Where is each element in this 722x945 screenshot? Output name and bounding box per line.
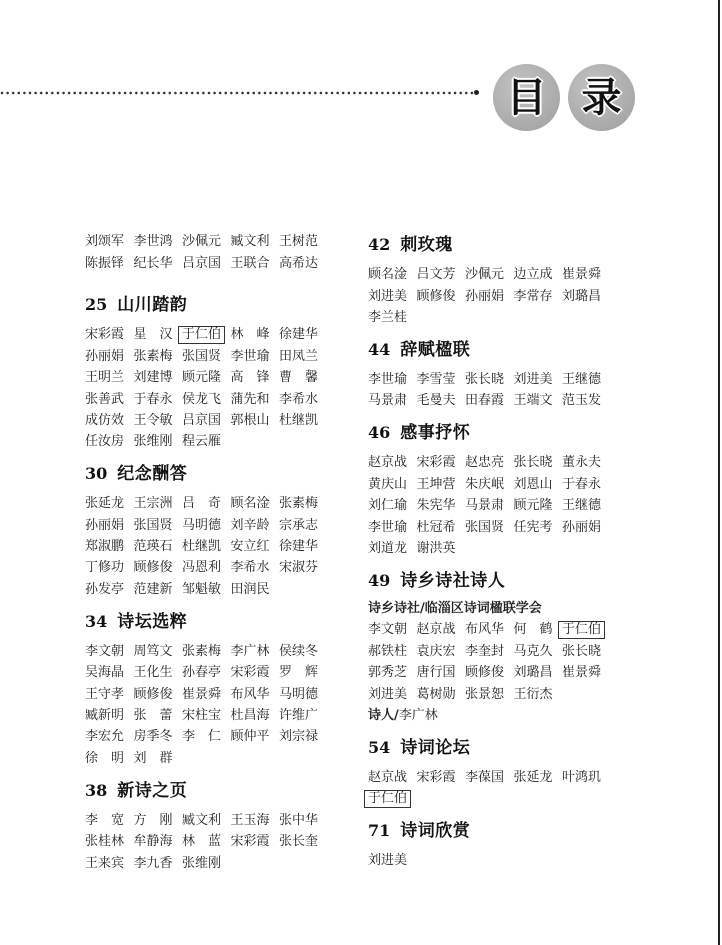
name-row	[368, 598, 618, 619]
contributor-name: 董永夫	[562, 455, 602, 471]
contributor-name: 马克久	[513, 643, 553, 659]
page-edge-line	[718, 0, 720, 945]
contributor-name: 田凤兰	[279, 348, 319, 364]
contributor-name: 孙丽娟	[562, 519, 602, 535]
name-row	[85, 346, 335, 367]
contributor-name: 崔景舜	[182, 686, 222, 702]
contributor-name-boxed: 于仁伯	[182, 324, 221, 345]
name-row	[85, 324, 335, 345]
contributor-name: 张素梅	[182, 643, 222, 659]
contributor-name: 顾修俊	[133, 686, 173, 702]
name-row	[85, 705, 335, 726]
left-column	[85, 231, 335, 874]
contributor-name: 宋彩霞	[85, 327, 125, 343]
section-page-number: 34	[85, 611, 108, 631]
contributor-name: 王明兰	[85, 370, 125, 386]
contributor-name: 臧新明	[85, 708, 125, 724]
contributor-name: 唐行国	[416, 665, 456, 681]
contributor-name: 张长奎	[279, 834, 319, 850]
contributor-name: 朱庆岷	[465, 476, 505, 492]
name-row	[368, 495, 618, 516]
name-row	[85, 831, 335, 852]
section-heading	[368, 234, 618, 256]
contributor-name: 宋彩霞	[230, 834, 270, 850]
contributor-name: 吕 奇	[182, 496, 221, 512]
contributor-name: 吕京国	[182, 412, 222, 428]
contributor-name: 赵京战	[368, 455, 408, 471]
name-row	[85, 231, 335, 252]
name-row	[368, 390, 618, 411]
contributor-name: 张延龙	[513, 769, 553, 785]
contributor-name: 边立成	[513, 267, 553, 283]
contributor-name: 刘璐昌	[513, 665, 553, 681]
contributor-name: 张长晓	[465, 372, 505, 388]
contributor-name: 顾名淦	[368, 267, 408, 283]
contributor-name: 周笃文	[133, 643, 173, 659]
contributor-name: 王令敏	[133, 412, 173, 428]
contributor-name: 顾名淦	[230, 496, 270, 512]
title-circle-lu	[568, 64, 635, 131]
contributor-name: 刘进美	[368, 288, 408, 304]
contributor-name: 王化生	[133, 665, 173, 681]
contributor-name: 张延龙	[85, 496, 125, 512]
section-title: 辞赋楹联	[400, 339, 471, 360]
section-title: 新诗之页	[117, 780, 188, 801]
contributor-name: 李 宽	[85, 812, 124, 828]
section-title: 感事抒怀	[400, 423, 471, 444]
name-row	[85, 579, 335, 600]
contributor-name: 纪长华	[133, 255, 173, 271]
section-heading	[85, 294, 335, 316]
section-heading	[85, 463, 335, 485]
section-page-number: 25	[85, 295, 108, 315]
contributor-name: 王宗洲	[133, 496, 173, 512]
contributor-name: 陈振铎	[85, 255, 125, 271]
contributor-name: 何 鹤	[513, 622, 553, 638]
name-row	[368, 517, 618, 538]
contributor-name: 吴海晶	[85, 665, 125, 681]
contributor-name: 蒲先和	[230, 391, 270, 407]
contributor-name: 赵忠亮	[465, 455, 505, 471]
title-char: 目	[506, 74, 547, 121]
toc-section	[85, 294, 335, 453]
contributor-name: 李广林	[230, 643, 270, 659]
name-row	[85, 493, 335, 514]
contributor-name: 宋淑芬	[279, 560, 319, 576]
contributor-name: 林 峰	[230, 327, 270, 343]
section-page-number: 44	[368, 339, 391, 359]
contributor-name: 李常存	[513, 288, 553, 304]
contributor-name: 李文朝	[85, 643, 125, 659]
contributor-name: 顾仲平	[230, 729, 270, 745]
contributor-name: 范玉发	[562, 393, 602, 409]
contributor-name: 高希达	[279, 255, 319, 271]
contributor-name: 于春永	[562, 476, 602, 492]
contributor-name: 邹魁敏	[182, 581, 222, 597]
section-title: 诗坛选粹	[117, 611, 188, 632]
contributor-name: 沙佩元	[465, 267, 505, 283]
contributor-name: 李九香	[133, 855, 173, 871]
contributor-name: 于春永	[133, 391, 173, 407]
contributor-name: 顾修俊	[416, 288, 456, 304]
contributor-name: 方 刚	[133, 812, 173, 828]
section-heading	[368, 820, 618, 842]
section-title: 刺玫瑰	[400, 235, 453, 255]
contributor-name: 张中华	[279, 812, 319, 828]
contributor-name-boxed: 于仁伯	[368, 788, 407, 809]
name-row	[85, 431, 335, 452]
left-sections	[85, 294, 335, 874]
contributor-name: 崔景舜	[562, 665, 602, 681]
contributor-name: 孙发亭	[85, 581, 125, 597]
toc-section	[368, 422, 618, 559]
contributor-name: 吕京国	[182, 255, 222, 271]
toc-section	[368, 570, 618, 727]
contributor-name: 李世鸿	[133, 234, 173, 250]
name-row	[368, 474, 618, 495]
section-heading	[368, 737, 618, 759]
contributor-name: 张善武	[85, 391, 125, 407]
contributor-name: 刘进美	[368, 853, 408, 869]
contributor-name: 张长晓	[513, 455, 553, 471]
contributor-name: 顾修俊	[465, 665, 505, 681]
contributor-name: 刘璐昌	[562, 288, 602, 304]
name-row	[85, 662, 335, 683]
contributor-name: 郝铁柱	[368, 643, 408, 659]
section-title: 纪念酬答	[117, 464, 188, 485]
contributor-name: 张国贤	[465, 519, 505, 535]
name-row	[368, 684, 618, 705]
contributor-name: 范建新	[133, 581, 173, 597]
contributor-name: 李世瑜	[368, 372, 408, 388]
contributor-name: 曹 馨	[279, 370, 318, 386]
dotted-rule	[0, 91, 474, 95]
section-page-number: 49	[368, 570, 391, 590]
contributor-name: 叶鸿玑	[562, 769, 602, 785]
subsection-label: 诗人/	[368, 707, 399, 723]
name-row	[368, 850, 618, 871]
toc-section	[368, 234, 618, 328]
contributor-name: 星 汉	[133, 327, 173, 343]
contributor-name: 丁修功	[85, 560, 125, 576]
section-title: 山川踏韵	[117, 295, 188, 316]
contributor-name: 杜继凯	[182, 539, 222, 555]
toc-section	[368, 339, 618, 412]
contributor-name: 孙丽娟	[85, 517, 125, 533]
toc-section	[85, 463, 335, 600]
contributor-name: 刘进美	[513, 372, 553, 388]
contributor-name: 王来宾	[85, 855, 125, 871]
name-row	[85, 515, 335, 536]
contributor-name: 侯续冬	[279, 643, 319, 659]
section-title: 诗词欣赏	[400, 821, 471, 841]
contributor-name: 范瑛石	[133, 539, 173, 555]
section-page-number: 54	[368, 737, 391, 757]
contributor-name-boxed: 于仁伯	[562, 619, 601, 640]
contributor-name: 许维广	[279, 708, 319, 724]
contributor-name: 徐建华	[279, 327, 319, 343]
name-row	[368, 538, 618, 559]
contributor-name: 张景恕	[465, 686, 505, 702]
contributor-name: 顾修俊	[133, 560, 173, 576]
contributor-name: 葛树勋	[416, 686, 456, 702]
contributor-name: 马景肃	[368, 393, 408, 409]
contributor-name: 任宪考	[513, 519, 553, 535]
contributor-name: 王继德	[562, 498, 602, 514]
contributor-name: 张国贤	[133, 517, 173, 533]
contributor-name: 程云雁	[182, 434, 222, 450]
contributor-name: 王坤营	[416, 476, 456, 492]
contributor-name: 李世瑜	[368, 519, 408, 535]
title-circle-mu	[493, 64, 560, 131]
toc-section	[85, 780, 335, 874]
contributor-name: 李广林	[398, 707, 438, 723]
name-row	[368, 286, 618, 307]
name-row	[368, 452, 618, 473]
toc-section	[368, 820, 618, 872]
name-row	[85, 410, 335, 431]
name-row	[85, 367, 335, 388]
contributor-name: 布风华	[230, 686, 270, 702]
contributor-name: 林 蓝	[182, 834, 221, 850]
contributor-name: 王端文	[513, 393, 553, 409]
contributor-name: 王树范	[279, 234, 319, 250]
contributor-name: 刘宗禄	[279, 729, 319, 745]
contributor-name: 刘建博	[133, 370, 173, 386]
section-heading	[85, 611, 335, 633]
contributor-name: 王继德	[562, 372, 602, 388]
contributor-name: 杜昌海	[230, 708, 270, 724]
name-row	[85, 389, 335, 410]
section-heading	[368, 570, 618, 592]
contributor-name: 顾元隆	[182, 370, 222, 386]
contributor-name: 赵京战	[416, 622, 456, 638]
contributor-name: 李葆国	[465, 769, 505, 785]
name-row	[85, 726, 335, 747]
contributor-name: 宗承志	[279, 517, 319, 533]
name-row	[368, 641, 618, 662]
contributor-name: 李兰桂	[368, 310, 408, 326]
contributor-name: 王玉海	[230, 812, 270, 828]
continued-name-list	[85, 231, 335, 274]
contributor-name: 赵京战	[368, 769, 408, 785]
contributor-name: 顾元隆	[513, 498, 553, 514]
section-title: 诗词论坛	[400, 737, 471, 758]
right-sections	[368, 234, 618, 872]
contributor-name: 刘进美	[368, 686, 408, 702]
name-row	[368, 788, 618, 809]
contributor-name: 田润民	[230, 581, 270, 597]
contributor-name: 刘道龙	[368, 541, 408, 556]
contributor-name: 吕文芳	[416, 267, 456, 283]
contributor-name: 王衍杰	[513, 686, 553, 702]
contributor-name: 孙春亭	[182, 665, 222, 681]
contributor-name: 张素梅	[133, 348, 173, 364]
contributor-name: 臧文利	[230, 234, 270, 250]
contributor-name: 刘颂军	[85, 234, 125, 250]
contributor-name: 袁庆宏	[416, 643, 456, 659]
name-row	[368, 662, 618, 683]
name-row	[85, 557, 335, 578]
toc-section	[85, 611, 335, 770]
contributor-name: 臧文利	[182, 812, 222, 828]
contributor-name: 张桂林	[85, 834, 125, 850]
contributor-name: 牟静海	[133, 834, 173, 850]
contributor-name: 刘仁瑜	[368, 498, 408, 514]
section-heading	[368, 339, 618, 361]
contributor-name: 房季冬	[133, 729, 173, 745]
contributor-name: 孙丽娟	[85, 348, 125, 364]
contributor-name: 冯恩利	[182, 560, 222, 576]
contributor-name: 李世瑜	[230, 348, 270, 364]
contributor-name: 安立红	[230, 539, 270, 555]
section-heading	[85, 780, 335, 802]
section-title: 诗乡诗社诗人	[400, 570, 506, 591]
contributor-name: 徐 明	[85, 750, 124, 766]
contributor-name: 李奎封	[465, 643, 505, 659]
name-row	[368, 307, 618, 328]
contributor-name: 成仿效	[85, 412, 125, 428]
contributor-name: 宋彩霞	[416, 769, 456, 785]
name-row	[368, 619, 618, 640]
section-heading	[368, 422, 618, 444]
contributor-name: 刘 群	[133, 750, 173, 766]
contributor-name: 杜冠希	[416, 519, 456, 535]
contributor-name: 任汝房	[85, 434, 125, 450]
contributor-name: 张 蕾	[133, 708, 173, 724]
contributor-name: 张国贤	[182, 348, 222, 364]
subsection-label: 诗乡诗社/临淄区诗词楹联学会	[368, 600, 542, 616]
name-row	[85, 253, 335, 274]
section-page-number: 46	[368, 423, 391, 443]
contributor-name: 张素梅	[279, 496, 319, 512]
name-row	[85, 641, 335, 662]
contributor-name: 王守孝	[85, 686, 125, 702]
contributor-name: 刘恩山	[513, 476, 553, 492]
contributor-name: 李文朝	[368, 622, 408, 638]
name-row	[85, 853, 335, 874]
contributor-name: 宋彩霞	[416, 455, 456, 471]
contributor-name: 王联合	[230, 255, 270, 271]
toc-section	[368, 737, 618, 810]
name-row	[368, 264, 618, 285]
contributor-name: 侯龙飞	[182, 391, 222, 407]
contributor-name: 朱宪华	[416, 498, 456, 514]
section-page-number: 38	[85, 780, 108, 800]
contributor-name: 李宏允	[85, 729, 125, 745]
contributor-name: 孙丽娟	[465, 288, 505, 304]
name-row	[85, 684, 335, 705]
name-row	[85, 536, 335, 557]
contributor-name: 布风华	[465, 622, 505, 638]
contributor-name: 李希水	[279, 391, 319, 407]
contributor-name: 马景肃	[465, 498, 505, 514]
contributor-name: 马明德	[279, 686, 319, 702]
contributor-name: 杜继凯	[279, 412, 319, 428]
name-row	[368, 369, 618, 390]
section-page-number: 42	[368, 235, 391, 254]
name-row	[368, 705, 618, 726]
contributor-name: 李希水	[230, 560, 270, 576]
contributor-name: 李雪莹	[416, 372, 456, 388]
contributor-name: 李 仁	[182, 729, 221, 745]
section-page-number: 30	[85, 464, 108, 484]
contributor-name: 郑淑鹏	[85, 539, 125, 555]
rule-end-dot	[474, 90, 479, 95]
contributor-name: 沙佩元	[182, 234, 222, 250]
contributor-name: 毛曼夫	[416, 393, 456, 409]
contributor-name: 马明德	[182, 517, 222, 533]
contributor-name: 张维刚	[182, 855, 222, 871]
contributor-name: 刘辛龄	[230, 517, 270, 533]
contributor-name: 宋柱宝	[182, 708, 222, 724]
contributor-name: 张维刚	[133, 434, 173, 450]
name-row	[85, 810, 335, 831]
contributor-name: 郭根山	[230, 412, 270, 428]
contributor-name: 徐建华	[279, 539, 319, 555]
section-page-number: 71	[368, 821, 391, 840]
contributor-name: 谢洪英	[416, 541, 456, 556]
contributor-name: 高 锋	[230, 370, 270, 386]
name-row	[368, 767, 618, 788]
contributor-name: 罗 辉	[279, 665, 318, 681]
contributor-name: 崔景舜	[562, 267, 602, 283]
contributor-name: 黄庆山	[368, 476, 408, 492]
contributor-name: 宋彩霞	[230, 665, 270, 681]
title-char: 录	[581, 74, 622, 121]
contributor-name: 田春霞	[465, 393, 505, 409]
right-column	[368, 234, 618, 872]
name-row	[85, 748, 335, 769]
contributor-name: 张长晓	[562, 643, 602, 659]
contributor-name: 郭秀芝	[368, 665, 408, 681]
